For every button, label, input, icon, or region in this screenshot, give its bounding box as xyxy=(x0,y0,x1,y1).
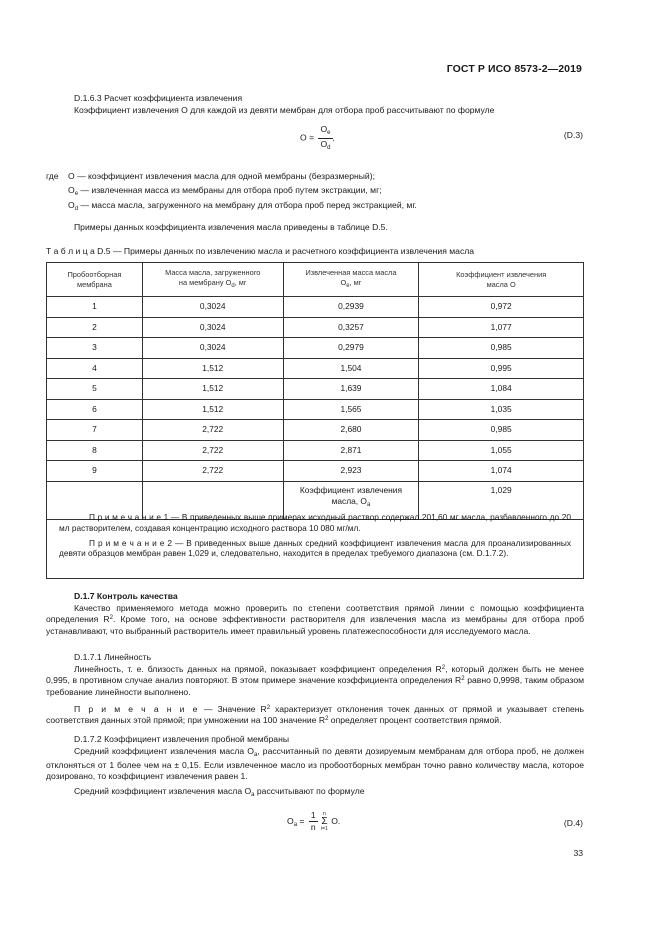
formula-d3-fraction xyxy=(318,124,332,153)
page-number: 33 xyxy=(573,848,583,858)
table-row xyxy=(47,420,584,441)
table-row xyxy=(47,379,584,400)
section-d17-title: D.1.7 Контроль качества xyxy=(74,591,178,601)
section-d163-title: D.1.6.3 Расчет коэффициента извлечения xyxy=(74,93,243,103)
formula-d4-number: (D.4) xyxy=(563,818,583,828)
cell: 2,722 xyxy=(142,440,283,461)
cell: 1 xyxy=(47,297,143,318)
cell: 0,2939 xyxy=(283,297,419,318)
summation-symbol: n Σ i=1 xyxy=(321,810,328,832)
cell: 2,680 xyxy=(283,420,419,441)
recovery-table xyxy=(46,262,584,520)
cell: 2,722 xyxy=(142,461,283,482)
cell: 1,512 xyxy=(142,379,283,400)
cell: 7 xyxy=(47,420,143,441)
examples-reference: Примеры данных коэффициента извлечения масла приведены в таблице D.5. xyxy=(74,222,388,232)
table-header-row xyxy=(47,263,584,297)
table-note-2: П р и м е ч а н и е 2 — В приведенных выше данных средний коэффициент извлечения масла для проанализированных девяти образцов мембран равен 1,029 и, следовательно, находится в пределах требуемого диапазона (см. D.1.7.2). xyxy=(59,537,571,559)
cell: 2,923 xyxy=(283,461,419,482)
formula-d4-fraction: $\frac{1}{n}$ xyxy=(310,810,316,833)
section-d172-title: D.1.7.2 Коэффициент извлечения пробной мембраны xyxy=(74,734,289,744)
formula-d3-lhs: O = xyxy=(300,132,315,143)
where-label: где xyxy=(46,171,59,181)
cell: 0,3024 xyxy=(142,317,283,338)
cell: 1,504 xyxy=(283,358,419,379)
section-d171-paragraph: Линейность, т. е. близость данных на прямой, показывает коэффициент определения $R^2$, который должен быть не менее 0,995, в противном случае анализ повторяют. В этом примере значение коэффициента определения $R^2$ равно 0,9998, таким образом требование линейности выполнено. xyxy=(46,664,585,697)
cell: 0,3024 xyxy=(142,297,283,318)
table-row xyxy=(47,461,584,482)
definition-o: O — коэффициент извлечения масла для одной мембраны (безразмерный); xyxy=(68,171,375,181)
formula-d3-numerator: $O_e$ xyxy=(318,124,332,139)
table-row xyxy=(47,297,584,318)
cell: 0,2979 xyxy=(283,338,419,359)
cell: 3 xyxy=(47,338,143,359)
cell: 0,3024 xyxy=(142,338,283,359)
cell: 1,512 xyxy=(142,358,283,379)
definition-od: $O_d$ — масса масла, загруженного на мембрану для отбора проб перед экстракцией, мг. xyxy=(68,200,417,212)
header-recovery-coefficient: Коэффициент извлечения масла O xyxy=(419,263,584,297)
cell: 2 xyxy=(47,317,143,338)
cell: 1,055 xyxy=(419,440,584,461)
cell: 0,985 xyxy=(419,420,584,441)
definition-oe: $O_e$ — извлеченная масса из мембраны для отбора проб путем экстракции, мг; xyxy=(68,185,382,197)
table-note-1: П р и м е ч а н и е 1 — В приведенных выше примерах исходный раствор содержал 201,60 мг масла, разбавленного до 20 мл растворителем, создавая концентрацию исходного раствора 10 080 мг/мл. xyxy=(59,512,571,533)
cell: 0,3257 xyxy=(283,317,419,338)
cell: 1,035 xyxy=(419,399,584,420)
header-loaded-mass: Масса масла, загруженного на мембрану $O_d$, мг xyxy=(142,263,283,297)
cell: 9 xyxy=(47,461,143,482)
formula-d3-denominator: $O_d$ xyxy=(320,138,331,151)
table-notes xyxy=(46,510,584,579)
section-d163-intro: Коэффициент извлечения O для каждой из девяти мембран для отбора проб рассчитывают по формуле xyxy=(74,105,495,115)
cell: 2,871 xyxy=(283,440,419,461)
formula-d3 xyxy=(300,124,335,153)
formula-d3-tail: , xyxy=(332,132,335,143)
cell: 1,077 xyxy=(419,317,584,338)
cell: 0,995 xyxy=(419,358,584,379)
table-row xyxy=(47,399,584,420)
cell: 6 xyxy=(47,399,143,420)
header-membrane: Пробоотборная мембрана xyxy=(47,263,143,297)
table-row xyxy=(47,358,584,379)
cell: 8 xyxy=(47,440,143,461)
cell: 5 xyxy=(47,379,143,400)
table-row xyxy=(47,338,584,359)
section-d171-note: П р и м е ч а н и е — Значение $R^2$ характеризует отклонения точек данных от прямой и указывает степень соответствия данных этой прямой; при умножении на 100 значение $R^2$ определяет процент соответствия прямой. xyxy=(46,704,584,726)
summary-label: Коэффициент извлечения масла, $O_a$ xyxy=(283,481,419,519)
cell: 1,512 xyxy=(142,399,283,420)
cell: 0,972 xyxy=(419,297,584,318)
table-row xyxy=(47,440,584,461)
section-d172-paragraph: Средний коэффициент извлечения масла $O_a$, рассчитанный по девяти дозируемым мембранам для отбора проб, не должен отклоняться от 1 более чем на ± 0,15. Если извлеченное масло из пробоотборных мембран точно равно количеству масла, которое дозировано, то коэффициент извлечения равен 1. xyxy=(46,746,584,782)
cell: 2,722 xyxy=(142,420,283,441)
cell: 1,565 xyxy=(283,399,419,420)
section-d171-title: D.1.7.1 Линейность xyxy=(74,652,152,662)
cell: 1,639 xyxy=(283,379,419,400)
section-d172-formula-intro: Средний коэффициент извлечения масла $O_a$ рассчитывают по формуле xyxy=(74,786,365,798)
table-caption: Т а б л и ц а D.5 — Примеры данных по извлечению масла и расчетного коэффициента извлечения масла xyxy=(46,246,475,256)
header-extracted-mass: Извлеченная масса масла $O_e$, мг xyxy=(283,263,419,297)
formula-d3-number: (D.3) xyxy=(563,130,583,140)
cell: 0,985 xyxy=(419,338,584,359)
summary-value: 1,029 xyxy=(419,481,584,519)
cell: 1,084 xyxy=(419,379,584,400)
cell: 4 xyxy=(47,358,143,379)
section-d17-paragraph: Качество применяемого метода можно проверить по степени соответствия прямой линии с помощью коэффициента определения $R^2$. Кроме того, на основе эффективности растворителя для извлечения масла из мембраны для отбора проб устанавливают, что выбранный растворитель имеет правильный уровень платежеспособности для исследуемого масла. xyxy=(46,603,584,636)
formula-d4: $O_a$ = $\frac{1}{n}$ n Σ i=1 O. xyxy=(287,810,341,833)
table-row xyxy=(47,317,584,338)
document-header: ГОСТ Р ИСО 8573-2—2019 xyxy=(446,63,582,75)
cell: 1,074 xyxy=(419,461,584,482)
